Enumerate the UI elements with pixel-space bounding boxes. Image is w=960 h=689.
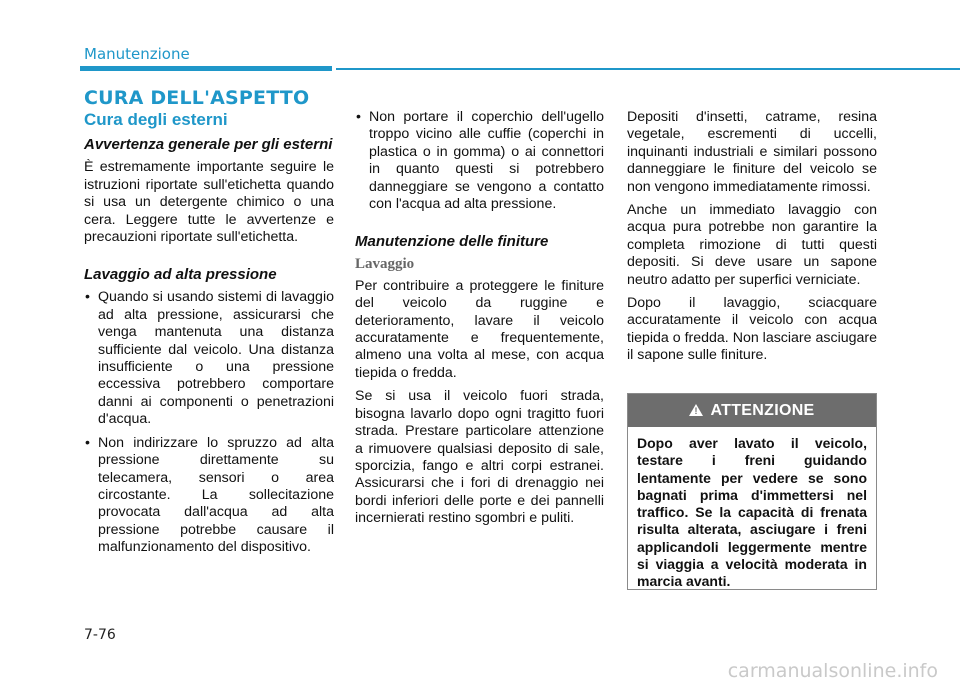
column-1 xyxy=(84,110,334,563)
header-rule-thick xyxy=(80,66,332,71)
caution-callout-header xyxy=(628,394,876,427)
caution-callout xyxy=(627,393,877,590)
pressure-wash-heading: Lavaggio ad alta pressione xyxy=(84,266,277,284)
page-number: 7-76 xyxy=(84,627,116,643)
general-warning-text: È estremamente importante seguire le istruzioni riportate sull'etichetta quando si usa un detergente chimico o una cera. Leggere tutte le avvertenze e precauzioni riportate sull'etichetta. xyxy=(84,159,334,246)
caution-text: Dopo aver lavato il veicolo, testare i freni guidando lentamente per vedere se sono bagnati prima d'immettersi nel traffico. Se la capacità di frenata risulta alterata, asciugare i freni applicandoli leggermente mentre si viaggia a velocità moderata in marcia avanti. xyxy=(637,435,867,590)
column-3 xyxy=(627,109,877,371)
section-title: CURA DELL'ASPETTO xyxy=(84,87,310,109)
watermark: carmanualsonline.info xyxy=(727,660,938,682)
caution-title: ATTENZIONE xyxy=(710,401,815,419)
list-item: • Non portare il coperchio dell'ugello troppo vicino alle cuffie (coperchi in plastica o in gomma) o ai connettori in quanto questi si potrebbero danneggiare se vengono a contatto con l'acqua ad alta pressione. xyxy=(355,109,604,213)
washing-heading: Lavaggio xyxy=(355,256,415,273)
finish-maintenance-heading: Manutenzione delle finiture xyxy=(355,233,549,251)
general-warning-heading: Avvertenza generale per gli esterni xyxy=(84,136,333,154)
deposits-paragraph-2: Anche un immediato lavaggio con acqua pura potrebbe non garantire la completa rimozione di tutti questi depositi. Si deve usare un sapone neutro adatto per superfici verniciate. xyxy=(627,202,877,288)
list-item: • Non indirizzare lo spruzzo ad alta pressione direttamente su telecamera, sensori o area circostante. La sollecitazione provocata dall'acqua ad alta pressione potrebbe causare il malfunzionamento del dispositivo. xyxy=(84,435,334,557)
header-rule-thin xyxy=(336,68,960,70)
list-item: • Quando si usando sistemi di lavaggio ad alta pressione, assicurarsi che venga mantenuta una distanza sufficiente dal veicolo. Una distanza insufficiente o una pressione eccessiva potrebbero comportare danni ai componenti o penetrazioni d'acqua. xyxy=(84,289,334,428)
column-2 xyxy=(355,109,604,534)
deposits-paragraph-3: Dopo il lavaggio, sciacquare accuratamente il veicolo con acqua tiepida o fredda. Non lasciare asciugare il sapone sulle finiture. xyxy=(627,295,878,364)
exterior-care-subhead: Cura degli esterni xyxy=(84,110,228,129)
nozzle-list xyxy=(355,109,604,213)
washing-paragraph-2: Se si usa il veicolo fuori strada, bisogna lavarlo dopo ogni tragitto fuori strada. Prestare particolare attenzione a rimuovere qualsiasi deposito di sale, sporcizia, fango e altri corpi estranei. Assicurarsi che i fori di drenaggio nei bordi inferiori delle porte e dei pannelli incernierati restino sgombri e puliti. xyxy=(355,388,604,527)
warning-triangle-icon: ! xyxy=(689,404,703,416)
washing-paragraph-1: Per contribuire a proteggere le finiture del veicolo da ruggine e deterioramento, lavare il veicolo accuratamente e frequentemente, almeno una volta al mese, con acqua tiepida o fredda. xyxy=(355,277,604,381)
deposits-paragraph-1: Depositi d'insetti, catrame, resina vegetale, escrementi di uccelli, inquinanti industriali e similari possono danneggiare le finiture del veicolo se non vengono immediatamente rimossi. xyxy=(627,109,877,195)
pressure-wash-list xyxy=(84,289,334,556)
header-section-label: Manutenzione xyxy=(84,45,190,63)
